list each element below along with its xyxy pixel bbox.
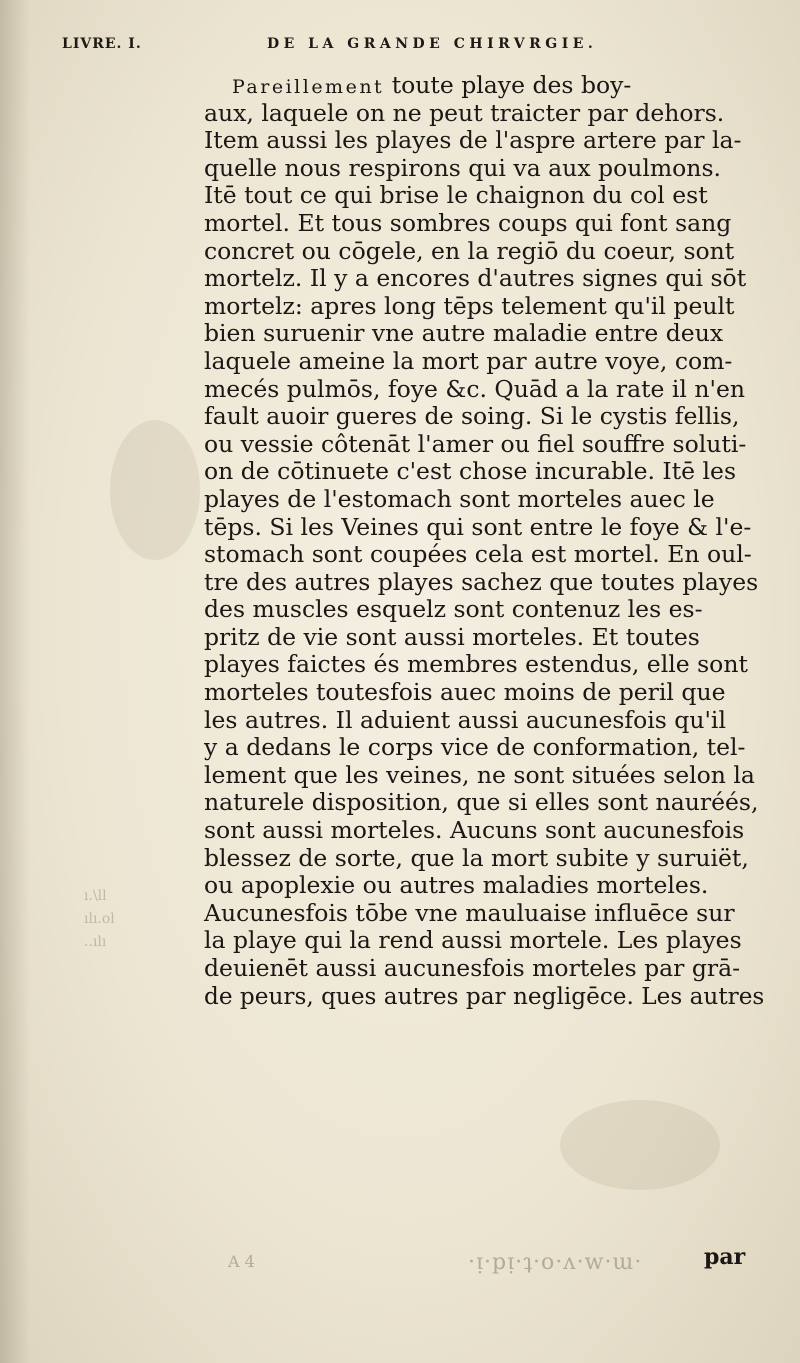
text-line: mortelz: apres long tēps telement qu'il peult <box>204 291 735 320</box>
catchword: par <box>704 1244 746 1270</box>
text-line: tēps. Si les Veines qui sont entre le foye & l'e- <box>204 512 752 541</box>
text-line: laquele ameine la mort par autre voye, com- <box>204 346 733 375</box>
bleed-line: ı.\ll <box>84 888 107 904</box>
text-line: playes de l'estomach sont morteles auec le <box>204 484 715 513</box>
text-line: les autres. Il aduient aussi aucunesfois qu'il <box>204 705 726 734</box>
text-line: lement que les veines, ne sont situées selon la <box>204 760 755 789</box>
mirrored-text: ·ᴉ·pᴉ·ʇ·o·ʌ·w·ɯ· <box>468 1250 643 1275</box>
text-line: Item aussi les playes de l'aspre artere par la- <box>204 126 742 155</box>
opening-word: Pareillement <box>232 76 385 98</box>
gutter-shadow <box>0 0 30 1363</box>
running-head-book: LIVRE. I. <box>62 36 142 52</box>
text-line: deuienēt aussi aucunesfois morteles par grā- <box>204 954 741 982</box>
text-line: on de cōtinuete c'est chose incurable. Itē les <box>204 457 737 486</box>
text-line: aux, laquele on ne peut traicter par dehors. <box>204 98 725 127</box>
signature-mark: A 4 <box>228 1252 255 1271</box>
text-line: sont aussi morteles. Aucuns sont aucunesfois <box>204 816 745 845</box>
text-line: mortel. Et tous sombres coups qui font sang <box>204 208 732 237</box>
text-line: mecés pulmōs, foye &c. Quād a la rate il n'en <box>204 374 746 403</box>
text-line: ou vessie côtenāt l'amer ou fiel souffre soluti- <box>204 429 747 458</box>
margin-bleed-through <box>84 885 184 954</box>
text-line: pritz de vie sont aussi morteles. Et toutes <box>204 622 700 651</box>
running-head-title: DE LA GRANDE CHIRVRGIE. <box>267 36 598 52</box>
footer-bleed-through <box>228 1250 768 1280</box>
text-line: blessez de sorte, que la mort subite y suruiët, <box>204 843 749 872</box>
text-line: de peurs, ques autres par negligēce. Les autres <box>204 981 765 1010</box>
text-line: la playe qui la rend aussi mortele. Les playes <box>204 926 742 955</box>
paper-stain <box>560 1100 720 1190</box>
line-text: toute playe des boy- <box>391 71 632 99</box>
text-line: y a dedans le corps vice de conformation, tel- <box>204 733 746 762</box>
paper-stain <box>110 420 200 560</box>
text-line: bien suruenir vne autre maladie entre deux <box>204 319 724 348</box>
text-line: stomach sont coupées cela est mortel. En oul- <box>204 540 752 569</box>
text-line: Itē tout ce qui brise le chaignon du col est <box>204 181 708 210</box>
running-head <box>62 36 702 60</box>
text-line: concret ou cōgele, en la regiō du coeur, sont <box>204 236 735 265</box>
text-line: des muscles esquelz sont contenuz les es- <box>204 595 703 624</box>
text-line <box>204 72 764 100</box>
text-line: playes faictes és membres estendus, elle sont <box>204 650 748 679</box>
text-line: tre des autres playes sachez que toutes playes <box>204 567 759 596</box>
bleed-line: ılı.ol <box>84 911 115 927</box>
text-line: mortelz. Il y a encores d'autres signes qui sōt <box>204 264 747 293</box>
bleed-line: ..ılı <box>84 934 107 950</box>
text-line: ou apoplexie ou autres maladies morteles. <box>204 871 709 900</box>
text-line: naturele disposition, que si elles sont nauréés, <box>204 788 759 817</box>
paragraph <box>204 72 764 1010</box>
text-line: quelle nous respirons qui va aux poulmons. <box>204 153 721 182</box>
text-line: morteles toutesfois auec moins de peril que <box>204 678 726 707</box>
text-line: fault auoir gueres de soing. Si le cystis fellis, <box>204 402 740 431</box>
text-line: Aucunesfois tōbe vne mauluaise influēce sur <box>204 898 735 927</box>
